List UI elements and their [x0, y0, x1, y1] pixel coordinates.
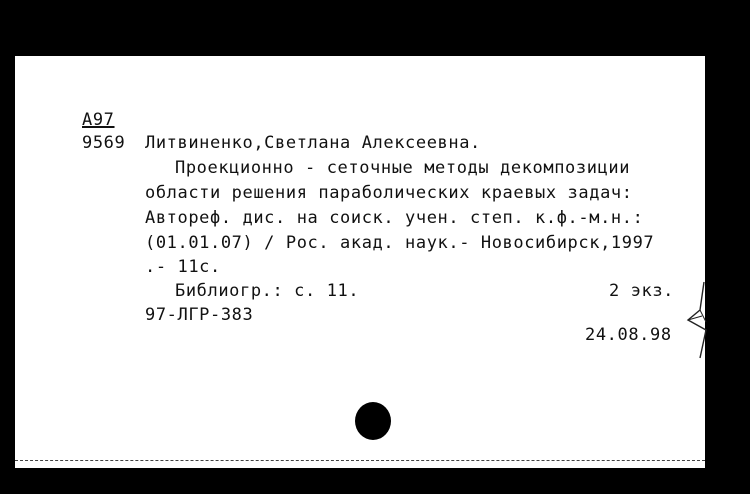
pen-mark-icon [680, 280, 710, 360]
title-line-4: (01.01.07) / Рос. акад. наук.- Новосибирск,1997 [145, 233, 655, 253]
shelf-code: А97 [82, 110, 115, 130]
title-line-1: Проекционно - сеточные методы декомпозиции [175, 158, 631, 178]
title-line-2: области решения параболических краевых задач: [145, 183, 633, 203]
punch-hole [355, 402, 391, 440]
card-edge-rule [15, 460, 705, 461]
catalog-code: 97-ЛГР-383 [145, 305, 254, 325]
author-name: Литвиненко,Светлана Алексеевна. [145, 133, 481, 153]
pages-line: .- 11с. [145, 257, 221, 277]
date-stamp: 24.08.98 [585, 325, 672, 345]
inventory-number: 9569 [82, 133, 126, 153]
bibliography-note: Библиогр.: с. 11. [175, 281, 360, 301]
copies-count: 2 экз. [609, 281, 675, 301]
title-line-3: Автореф. дис. на соиск. учен. степ. к.ф.-м.н.: [145, 208, 644, 228]
